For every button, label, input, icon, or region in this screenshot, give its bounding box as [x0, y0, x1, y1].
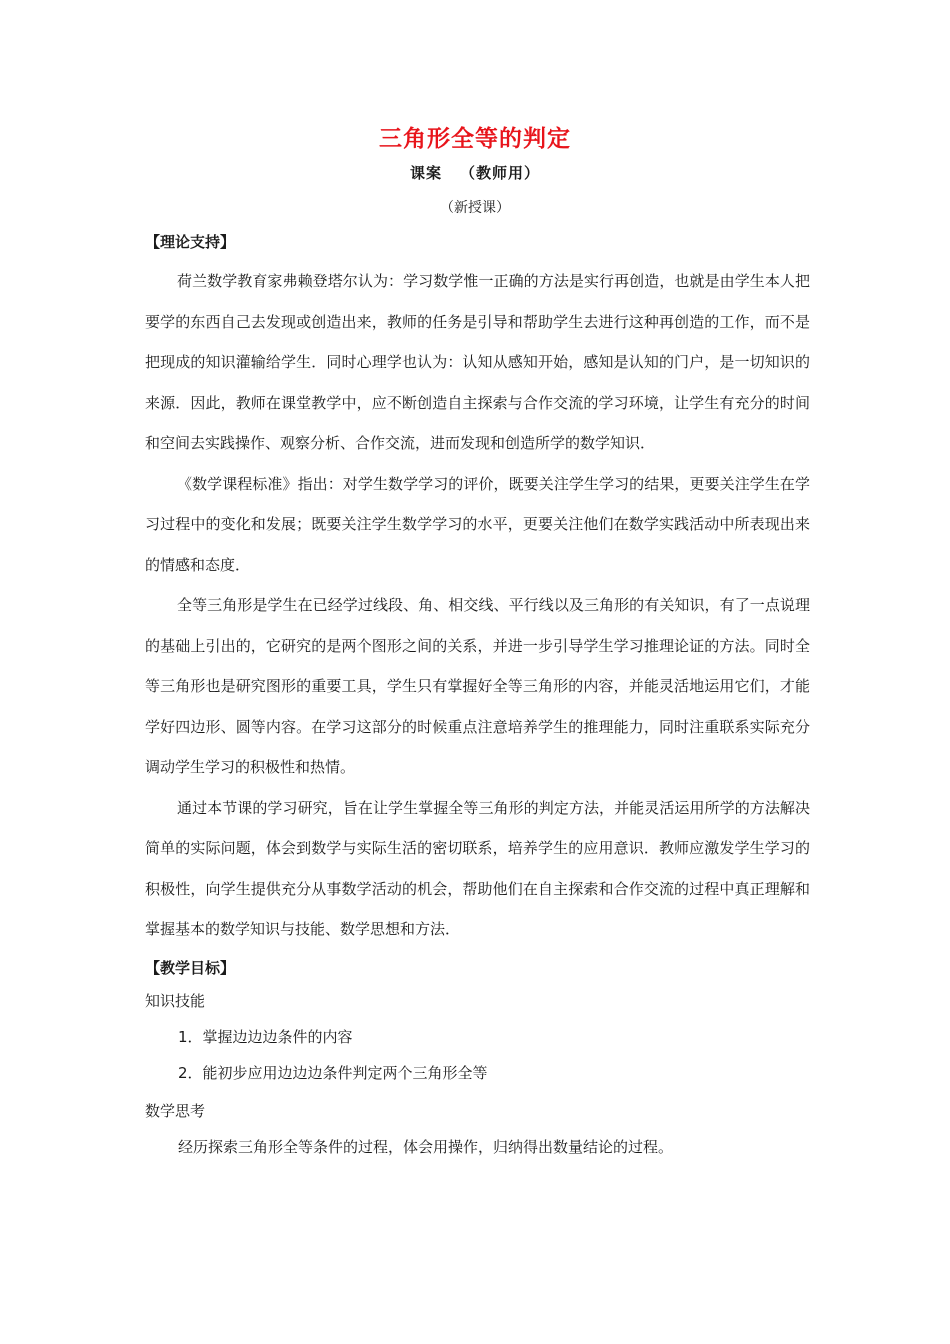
lesson-type: （新授课）	[440, 200, 510, 216]
goal-list-item: 1．掌握边边边条件的内容	[178, 1027, 353, 1046]
subtitle-teacher-use: （教师用）	[460, 164, 541, 182]
section-heading-goals: 【教学目标】	[145, 958, 236, 977]
section-heading-theory: 【理论支持】	[145, 233, 236, 251]
theory-paragraph: 《数学课程标准》指出：对学生数学学习的评价，既要关注学生学习的结果，更要关注学生在学习过程中的变化和发展；既要关注学生数学学习的水平，更要关注他们在数学实践活动中所表现出来的情感和态度．	[145, 474, 810, 574]
goal-category-thinking: 数学思考	[145, 1101, 206, 1120]
subtitle-lesson-plan: 课案	[409, 164, 442, 182]
theory-paragraph: 全等三角形是学生在已经学过线段、角、相交线、平行线以及三角形的有关知识，有了一点说理的基础上引出的，它研究的是两个图形之间的关系，并进一步引导学生学习推理论证的方法。同时全等三角形也是研究图形的重要工具，学生只有掌握好全等三角形的内容，并能灵活地运用它们，才能学好四边形、圆等内容。在学习这部分的时候重点注意培养学生的推理能力，同时注重联系实际充分调动学生学习的积极性和热情。	[145, 596, 810, 776]
theory-paragraph: 通过本节课的学习研究，旨在让学生掌握全等三角形的判定方法，并能灵活运用所学的方法解决简单的实际问题，体会到数学与实际生活的密切联系，培养学生的应用意识．教师应激发学生学习的积极性，向学生提供充分从事数学活动的机会，帮助他们在自主探索和合作交流的过程中真正理解和掌握基本的数学知识与技能、数学思想和方法．	[145, 798, 810, 938]
theory-paragraph: 荷兰数学教育家弗赖登塔尔认为：学习数学惟一正确的方法是实行再创造，也就是由学生本人把要学的东西自己去发现或创造出来，教师的任务是引导和帮助学生去进行这种再创造的工作，而不是把现成的知识灌输给学生．同时心理学也认为：认知从感知开始，感知是认知的门户，是一切知识的来源．因此，教师在课堂教学中，应不断创造自主探索与合作交流的学习环境，让学生有充分的时间和空间去实践操作、观察分析、合作交流，进而发现和创造所学的数学知识．	[145, 272, 810, 452]
page-title: 三角形全等的判定	[379, 125, 571, 152]
goal-thinking-text: 经历探索三角形全等条件的过程，体会用操作，归纳得出数量结论的过程。	[178, 1137, 674, 1156]
goal-category-knowledge: 知识技能	[145, 991, 206, 1010]
goal-list-item: 2．能初步应用边边边条件判定两个三角形全等	[178, 1063, 488, 1082]
document-body	[145, 230, 810, 1160]
page-subtitle	[0, 162, 950, 183]
